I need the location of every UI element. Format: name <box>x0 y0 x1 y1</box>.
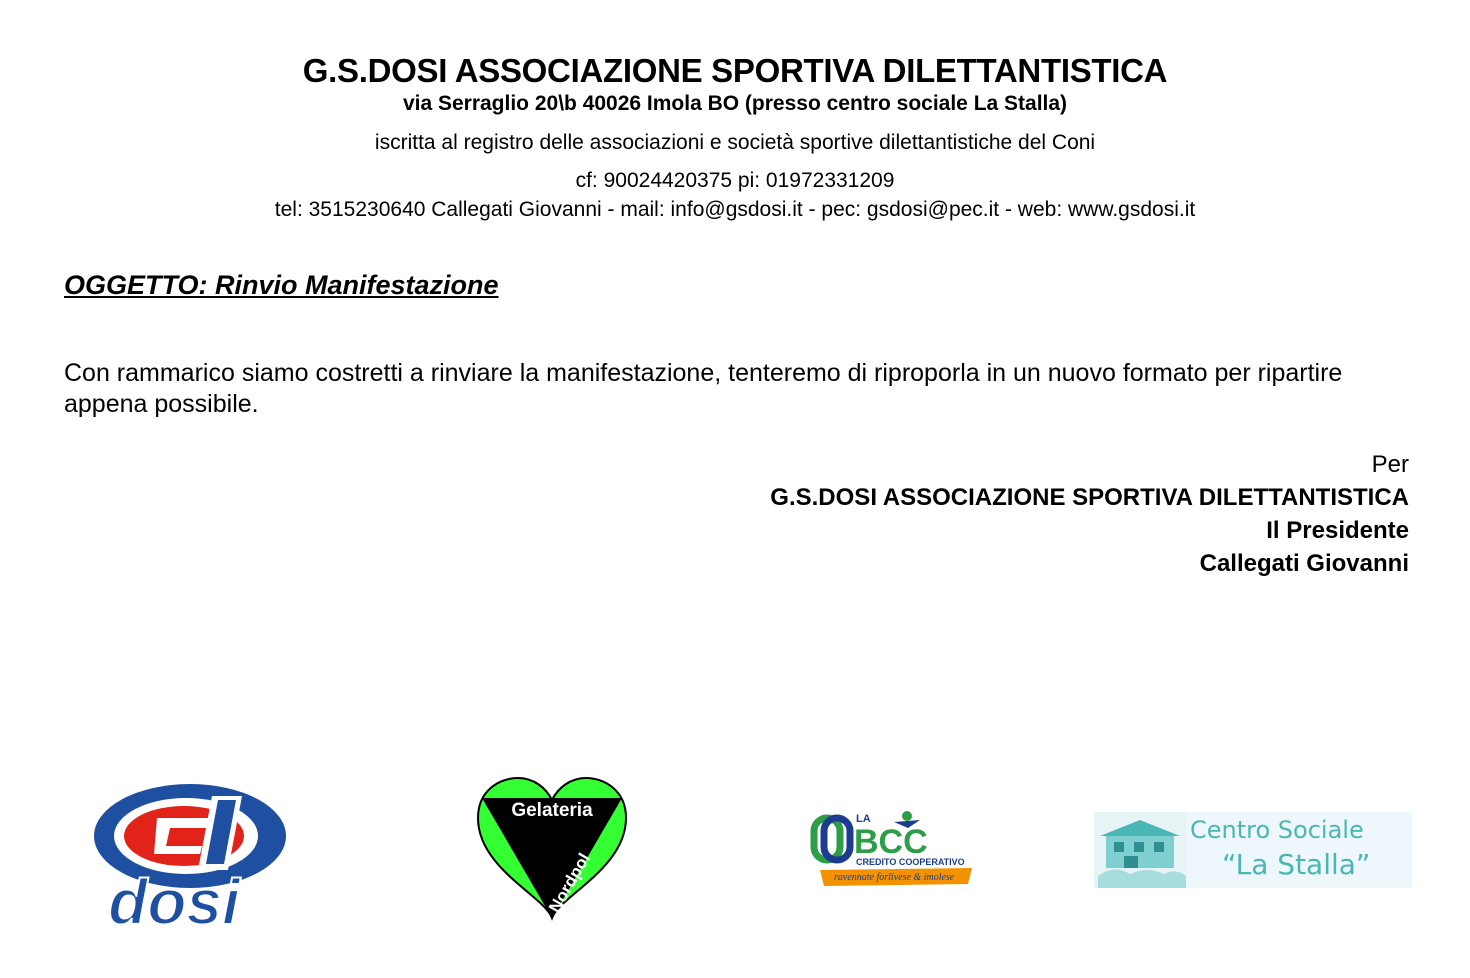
dosi-logo <box>62 778 290 930</box>
bcc-line2: ravennate forlivese & imolese <box>834 872 955 883</box>
bcc-brand: BCC <box>854 823 928 861</box>
dosi-wordmark: dosi <box>108 866 240 930</box>
la-stalla-logo <box>1094 812 1412 888</box>
org-contacts: tel: 3515230640 Callegati Giovanni - mail: info@gsdosi.it - pec: gsdosi@pec.it - web: www.gsdosi.it <box>274 198 1196 221</box>
subject-line: OGGETTO: Rinvio Manifestazione <box>64 270 499 300</box>
gelateria-word: Gelateria <box>511 800 593 821</box>
stalla-line2: “La Stalla” <box>1222 848 1371 881</box>
bcc-logo <box>804 808 976 890</box>
stalla-line1: Centro Sociale <box>1190 816 1364 844</box>
gelateria-nordpol-logo <box>474 776 630 922</box>
signature-per: Per <box>1371 451 1409 478</box>
signature-role: Il Presidente <box>1266 517 1409 544</box>
org-fiscal-codes: cf: 90024420375 pi: 01972331209 <box>575 169 895 192</box>
nordpol-word: Nordpol <box>545 850 595 916</box>
bcc-la: LA <box>856 813 871 825</box>
signature-org: G.S.DOSI ASSOCIAZIONE SPORTIVA DILETTANTISTICA <box>770 484 1409 511</box>
org-title: G.S.DOSI ASSOCIAZIONE SPORTIVA DILETTANTISTICA <box>302 52 1168 89</box>
signature-name: Callegati Giovanni <box>1199 550 1409 577</box>
org-registry: iscritta al registro delle associazioni e società sportive dilettantistiche del Coni <box>374 131 1096 154</box>
letter-body: Con rammarico siamo costretti a rinviare la manifestazione, tenteremo di riproporla in un nuovo formato per ripartire appena possibile. <box>64 359 1343 418</box>
bcc-line1: CREDITO COOPERATIVO <box>856 857 965 867</box>
org-address: via Serraglio 20\b 40026 Imola BO (presso centro sociale La Stalla) <box>402 92 1068 115</box>
signature-block <box>770 448 1409 580</box>
